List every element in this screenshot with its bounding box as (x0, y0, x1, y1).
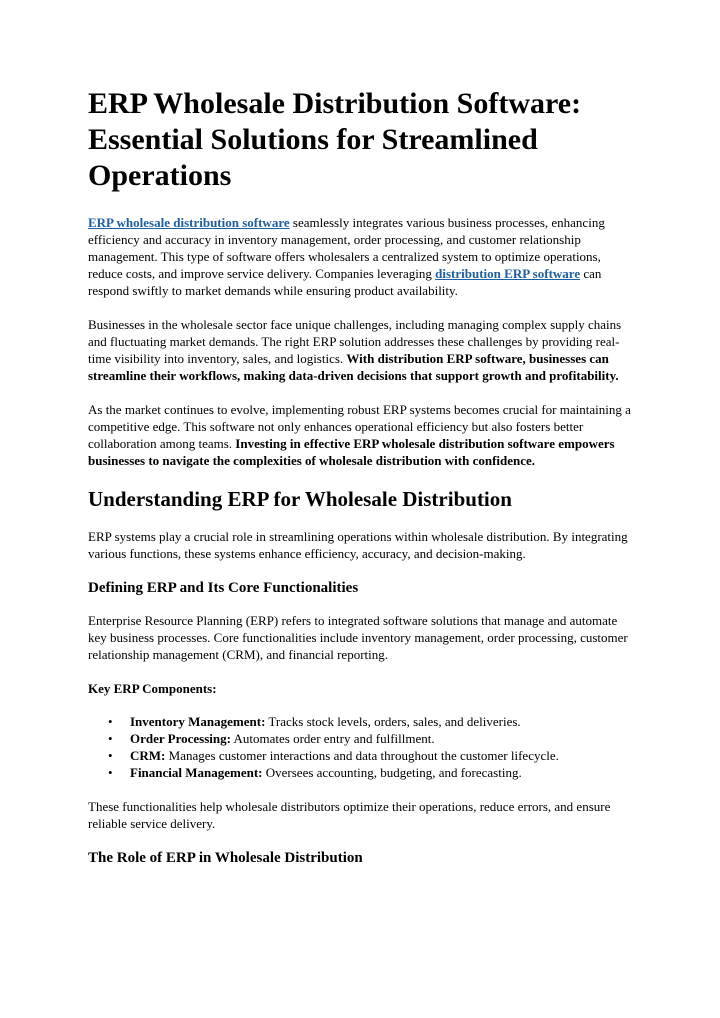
challenges-text: Businesses in the wholesale sector face unique challenges, including managing complex supply chains and fluctuating market demands. The right ERP solution addresses these challenges by providing real-time visibility into inventory, sales, and logistics. (88, 317, 622, 366)
section-heading-understanding-erp: Understanding ERP for Wholesale Distribution (88, 487, 512, 511)
component-term: Order Processing: (130, 731, 231, 746)
challenges-paragraph (88, 316, 632, 384)
list-item (108, 713, 632, 730)
distribution-erp-software-link[interactable]: distribution ERP software (435, 266, 581, 281)
component-desc: Manages customer interactions and data throughout the customer lifecycle. (165, 748, 559, 763)
component-desc: Automates order entry and fulfillment. (230, 731, 435, 746)
market-paragraph (88, 401, 632, 469)
list-item (108, 747, 632, 764)
section-intro-paragraph: ERP systems play a crucial role in streamlining operations within wholesale distribution. By integrating various functions, these systems enhance efficiency, accuracy, and decision-making. (88, 529, 628, 561)
bullet-icon: • (108, 731, 113, 746)
component-desc: Tracks stock levels, orders, sales, and deliveries. (265, 714, 521, 729)
key-components-list (88, 713, 632, 781)
subsection-heading-role-of-erp: The Role of ERP in Wholesale Distribution (88, 850, 363, 866)
component-desc: Oversees accounting, budgeting, and forecasting. (262, 765, 522, 780)
bullet-icon: • (108, 714, 113, 729)
component-term: Financial Management: (130, 765, 263, 780)
list-item (108, 730, 632, 747)
page-title: ERP Wholesale Distribution Software: Essential Solutions for Streamlined Operations (88, 87, 582, 192)
defining-erp-paragraph: Enterprise Resource Planning (ERP) refers to integrated software solutions that manage and automate key business processes. Core functionalities include inventory management, order processing, customer relationship management (CRM), and financial reporting. (88, 613, 628, 662)
list-item (108, 764, 632, 781)
bullet-icon: • (108, 765, 113, 780)
intro-text-1: seamlessly integrates various business processes, enhancing efficiency and accuracy in inventory management, order processing, and customer relationship management. This type of software offers wholesalers a centralized system to optimize operations, reduce costs, and improve service delivery. Companies leveraging (88, 215, 605, 281)
component-term: CRM: (130, 748, 166, 763)
market-text: As the market continues to evolve, implementing robust ERP systems becomes crucial for maintaining a competitive edge. This software not only enhances operational efficiency but also fosters better collaboration among teams. (88, 402, 631, 451)
bullet-icon: • (108, 748, 113, 763)
challenges-bold-text: With distribution ERP software, businesses can streamline their workflows, making data-driven decisions that support growth and profitability. (88, 351, 619, 383)
key-components-label: Key ERP Components: (88, 681, 217, 696)
market-bold-text: Investing in effective ERP wholesale distribution software empowers businesses to navigate the complexities of wholesale distribution with confidence. (88, 436, 615, 468)
subsection-heading-defining-erp: Defining ERP and Its Core Functionalities (88, 580, 359, 596)
erp-wholesale-distribution-software-link[interactable]: ERP wholesale distribution software (88, 215, 290, 230)
intro-text-2: can respond swiftly to market demands while ensuring product availability. (88, 266, 602, 298)
closing-paragraph: These functionalities help wholesale distributors optimize their operations, reduce errors, and ensure reliable service delivery. (88, 799, 611, 831)
intro-paragraph (88, 214, 632, 299)
component-term: Inventory Management: (130, 714, 266, 729)
